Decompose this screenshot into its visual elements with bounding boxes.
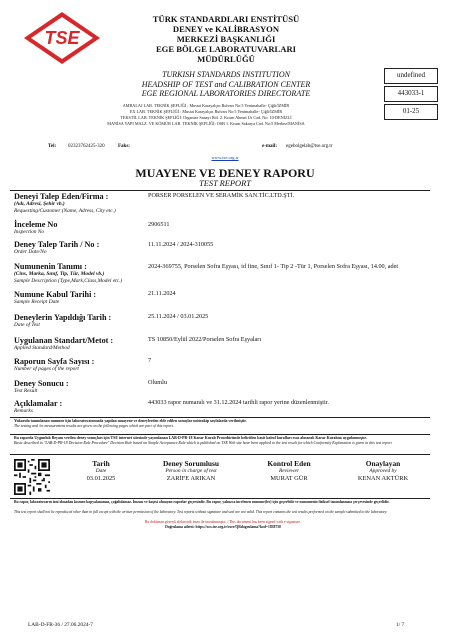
signature-reviewer: Kontrol Eden Reviewer MURAT GÜR <box>267 459 311 482</box>
institution-name-tr: TÜRK STANDARDLARI ENSTİTÜSÜ DENEY ve KALİBRASYON MERKEZİ BAŞKANLIĞI EGE BÖLGE LABORATUVARLARI MÜDÜRLÜĞÜ <box>152 14 300 64</box>
note-decision-rule-tr: Bu raporda Uygunluk Beyanı verilen deney sonuçları için TSE internet sitesinde yayımlanan LAB-D-PR-18 Karar Kuralı Prosedüründe belirtilen basit kabul kuralları esas alınarak Karar Kuralına uygulanmıştır. <box>14 436 367 440</box>
svg-text:TSE: TSE <box>44 28 80 48</box>
field-value-order: 11.11.2024 / 2024-310055 <box>148 241 214 248</box>
signature-approver: Onaylayan Approved by KENAN AKTÜRK <box>357 459 409 482</box>
field-label-inspection-no: İnceleme No <box>14 220 58 229</box>
field-label-result: Deney Sonucu : <box>14 379 69 388</box>
field-en-remarks: Remarks <box>14 408 33 414</box>
field-label-customer: Deneyi Talep Eden/Firma : <box>14 192 109 201</box>
signature-person-in-charge: Deney Sorumlusu Person in charge of test ZARİFE ARIKAN <box>162 459 220 482</box>
note-results-en: The testing and /or measurement results are given on the following pages which are part of this report. <box>14 424 174 428</box>
note-decision-rule-en: Basic described in "LAB-D-PR-18 Decision Rule Procedure" Decision Rule based on Simple Acceptance Rule which is published on TSE Web site have been applied to the test result for which Conformity Explanation is given in this test report <box>14 441 392 445</box>
footer-note-en: This test report shall not be reproduced other than in full except with the written permission of the laboratory. Test reports without signature and seal are not valid. This report contains the test results performed on the sample submitted to the laboratory. <box>14 510 388 514</box>
field-value-inspection-no: 2906511 <box>148 221 170 228</box>
field-en-test-date: Date of Test <box>14 322 40 328</box>
field-en-inspection-no: Inspection No <box>14 229 45 235</box>
ref-box-1: undefined <box>384 68 438 84</box>
field-label-pages: Raporun Sayfa Sayısı : <box>14 357 95 366</box>
date-code-box: 01-25 <box>384 104 438 120</box>
field-sub-sample: (Cins, Marka, Sınıf, Tip, Tür, Model vb.) <box>14 271 105 277</box>
form-code: LAB-D-FR-36 / 27.06.2024-7 <box>28 622 93 628</box>
field-en-standard: Applied Standard/Method <box>14 345 70 351</box>
field-en-result: Test Result <box>14 388 38 394</box>
field-value-receipt: 21.11.2024 <box>148 290 176 297</box>
verification-qr-code <box>14 459 50 495</box>
field-value-sample: 2024-369755, Porselen Sofra Eşyası, id fine, Sınıf 1- Tip 2 -Tür 1, Porselen Sofra Eşyası, 14.00, adet <box>148 263 399 270</box>
divider <box>10 417 430 418</box>
tel-value: 02323762425-320 <box>68 144 105 149</box>
e-signature-note: Bu doküman güvenli elektronik imza ile imzalanmıştır. / This document has been signed with e-signature. <box>144 520 302 524</box>
divider <box>10 454 430 455</box>
field-value-customer: PORSER PORSELEN VE SERAMİK SAN.TİC.LTD.ŞTİ. <box>148 192 295 199</box>
field-en-pages: Number of pages of the report <box>14 366 79 372</box>
divider <box>10 434 430 435</box>
report-title: MUAYENE VE DENEY RAPORU <box>135 166 315 180</box>
signature-date: Tarih Date 03.01.2025 <box>86 459 116 482</box>
field-value-pages: 7 <box>148 357 152 364</box>
lab-addresses: AMBALAJ LAB. TEKNİK ŞEFLİĞİ : Mustat Karayalçın Bulvarı No:5 Yenimahalle- Çiğli/İZMİR EX LAB. TEKNİK ŞEFLİĞİ : Mustat Karayalçın Bulvarı No:5 Yenimahalle- Çiğli/İZMİR TEKSTİL LAB. TEKNİK ŞEFLİĞİ: Organize Sanayi Böl. 2. Kısım Ahmet Us Cad. No: 10-DENİZLİ MANİSA YAPI MALZ. VE KÖMÜR LAB. TEKNİK ŞEFLİĞİ: OSB 1. Kısım Sakarya Cad. No:5 Merkez/MANİSA <box>107 103 305 126</box>
field-label-test-date: Deneylerin Yapıldığı Tarih : <box>14 313 112 322</box>
email-label: e-mail: <box>262 144 277 149</box>
field-value-test-date: 25.11.2024 / 03.01.2025 <box>148 313 209 320</box>
tse-logo <box>22 10 102 66</box>
fax-label: Faks: <box>118 144 130 149</box>
field-sub-customer: (Adı, Adresi, Şehir vb.) <box>14 201 65 207</box>
field-label-order: Deney Talep Tarih / No : <box>14 240 100 249</box>
field-label-receipt: Numune Kabul Tarihi : <box>14 290 97 299</box>
field-en-customer: Requesting/Customer (Name, Adress, City etc.) <box>14 208 116 214</box>
tel-label: Tel: <box>48 144 57 149</box>
field-value-standard: TS 10850/Eylül 2022/Porselen Sofra Eşyaları <box>148 336 262 343</box>
note-results-tr: Yukarıda tanımlanan numune için laboratuvarımızda yapılan muayene ve deneylerden elde edilen sonuçlar müteakip sayfalarda verilmiştir. <box>14 419 247 423</box>
website-link[interactable]: www.tse.org.tr <box>211 155 239 160</box>
field-label-standard: Uygulanan Standart/Metot : <box>14 336 114 345</box>
field-en-receipt: Sample Receipt Date <box>14 299 60 305</box>
institution-name-en: TURKISH STANDARDS INSTITUTION HEADSHIP OF TEST and CALIBRATION CENTER EGE REGIONAL LABORATORIES DIRECTORATE <box>141 70 311 98</box>
verification-url[interactable]: Doğrulama adresi: https://ocs.tse.org.tr/eser/QRdogrulama?kod=1838750 <box>165 525 281 529</box>
report-title-en: TEST REPORT <box>199 179 251 188</box>
footer-note-tr: Bu rapor, laboratuvarın izni olmadan kısmen kopyalanamaz, çoğaltılamaz. İmzası ve kaşesi olmayan raporlar geçersizdir. Bu rapor, yalnızca incelenen numune(ler) için geçerlidir ve numunenin fiziksel tanımlanması çerçevesinde geçerlidir. <box>14 500 390 504</box>
divider <box>10 190 430 191</box>
field-en-sample: Sample Description (Type,Mark,Class,Model etc.) <box>14 278 123 284</box>
field-label-remarks: Açıklamalar : <box>14 399 63 408</box>
email-value[interactable]: egebolgelab@tse.org.tr <box>286 144 333 149</box>
field-value-result: Olumlu <box>148 379 167 386</box>
report-number-box: 443033-1 <box>384 86 438 102</box>
field-value-remarks: 443033 rapor numaralı ve 31.12.2024 tarihli rapor yerine düzenlenmiştir. <box>148 399 329 406</box>
field-label-sample: Numunenin Tanımı : <box>14 262 87 271</box>
divider <box>10 498 430 499</box>
page-number: 1/ 7 <box>396 622 405 628</box>
field-en-order: Order Date/No <box>14 249 47 255</box>
